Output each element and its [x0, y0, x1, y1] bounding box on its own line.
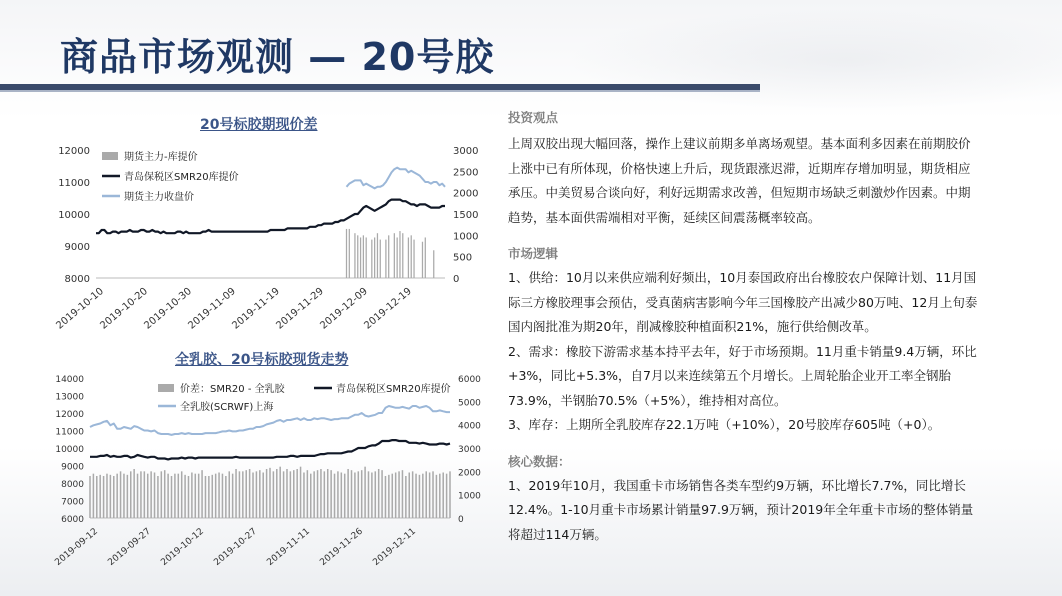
- legend-label: 全乳胶(SCRWF)上海: [180, 402, 274, 413]
- bar-31: [195, 474, 197, 518]
- y-right-tick-label: 3000: [453, 146, 479, 157]
- bar-59: [290, 471, 292, 518]
- legend-bar-swatch: [158, 384, 174, 392]
- x-tick-label: 2019-12-19: [362, 285, 414, 332]
- bar-77: [351, 470, 353, 518]
- bar-73: [337, 471, 339, 518]
- bar-69: [324, 471, 326, 518]
- bar-37: [215, 474, 217, 518]
- bar-95: [412, 471, 414, 518]
- y-left-tick-label: 12000: [58, 146, 90, 157]
- dark-series-line: [96, 200, 445, 234]
- bar-38: [218, 473, 220, 519]
- legend-label: 价差：SMR20 - 全乳胶: [180, 384, 285, 395]
- bar-44: [239, 471, 241, 518]
- bar-109: [402, 233, 403, 278]
- bar-67: [317, 470, 319, 518]
- y-left-tick-label: 9000: [61, 462, 84, 473]
- market-logic-inventory: 3、库存：上期所全乳胶库存22.1万吨（+10%），20号胶库存605吨（+0）。: [508, 417, 941, 432]
- bar-46: [245, 470, 247, 518]
- bar-105: [446, 474, 448, 518]
- y-right-tick-label: 1000: [458, 491, 481, 502]
- x-tick-label: 2019-11-19: [230, 285, 282, 332]
- bar-27: [181, 471, 183, 518]
- bar-55: [276, 469, 278, 518]
- bar-12: [130, 471, 132, 518]
- bar-1: [93, 474, 95, 518]
- y-left-tick-label: 10000: [58, 210, 90, 221]
- bar-42: [232, 474, 234, 518]
- bar-25: [174, 474, 176, 518]
- bar-72: [334, 474, 336, 518]
- bar-104: [388, 235, 389, 278]
- bar-106: [449, 471, 451, 518]
- market-logic-demand: 2、需求：橡胶下游需求基本持平去年，好于市场预期。11月重卡销量9.4万辆，环比+3%，同比+5.3%，自7月以来连续第五个月增长。上周轮胎企业开工率全钢胎73.9%，半钢胎70.5%（+5%），维持相对高位。: [508, 343, 977, 408]
- bar-79: [358, 471, 360, 518]
- legend-label: 期货主力-库提价: [124, 152, 198, 163]
- y-left-tick-label: 12000: [55, 410, 84, 420]
- bar-30: [191, 473, 193, 519]
- x-tick-label: 2019-11-09: [186, 285, 238, 332]
- bar-28: [184, 475, 186, 518]
- bar-14: [137, 474, 139, 518]
- bar-91: [398, 471, 400, 518]
- world-map-watermark: [520, 0, 1062, 120]
- bar-97: [419, 475, 421, 518]
- y-right-tick-label: 4000: [458, 421, 481, 432]
- bar-34: [205, 476, 207, 518]
- bar-113: [413, 240, 414, 278]
- bar-49: [256, 471, 258, 518]
- y-left-tick-label: 7000: [61, 497, 84, 508]
- bar-40: [225, 476, 227, 518]
- bar-93: [357, 235, 358, 278]
- bar-85: [378, 469, 380, 518]
- bar-41: [228, 471, 230, 518]
- y-right-tick-label: 5000: [458, 398, 481, 409]
- x-tick-label: 2019-12-11: [371, 526, 418, 568]
- y-left-tick-label: 9000: [64, 242, 90, 253]
- bar-75: [344, 474, 346, 518]
- bar-10: [123, 474, 125, 518]
- bar-50: [259, 470, 261, 518]
- bar-96: [366, 237, 367, 278]
- legend-label: 期货主力收盘价: [124, 192, 194, 203]
- bar-103: [385, 240, 386, 278]
- bar-88: [388, 475, 390, 518]
- x-tick-label: 2019-10-20: [98, 285, 150, 332]
- bar-76: [347, 469, 349, 518]
- bar-108: [399, 231, 400, 278]
- chart2-title: 全乳胶、20号标胶现货走势: [175, 352, 349, 368]
- bar-99: [425, 471, 427, 518]
- bar-65: [310, 474, 312, 518]
- bar-96: [415, 474, 417, 518]
- bar-68: [320, 469, 322, 518]
- bar-7: [113, 476, 115, 518]
- bar-17: [147, 474, 149, 518]
- bar-2: [96, 476, 98, 518]
- y-left-tick-label: 11000: [55, 427, 84, 438]
- bar-54: [273, 471, 275, 518]
- bar-90: [349, 229, 350, 278]
- dark-series-line: [90, 440, 450, 459]
- bar-117: [425, 237, 426, 278]
- legend-label: 青岛保税区SMR20库提价: [336, 384, 451, 395]
- bar-19: [154, 473, 156, 519]
- bar-51: [262, 473, 264, 519]
- bar-9: [120, 471, 122, 518]
- bar-103: [439, 474, 441, 518]
- bar-80: [361, 470, 363, 518]
- bar-101: [380, 240, 381, 278]
- x-tick-label: 2019-11-29: [274, 285, 326, 332]
- light-series-line: [347, 168, 446, 189]
- bar-84: [375, 471, 377, 518]
- bar-92: [402, 470, 404, 518]
- bar-104: [442, 473, 444, 519]
- bar-92: [354, 233, 355, 278]
- bar-70: [327, 469, 329, 518]
- x-tick-label: 2019-10-12: [159, 526, 206, 568]
- bar-47: [249, 469, 251, 518]
- investment-view-heading: 投资观点: [508, 110, 559, 125]
- chart1-svg: [40, 136, 500, 336]
- bar-4: [103, 476, 105, 518]
- y-left-tick-label: 10000: [55, 445, 84, 455]
- bar-93: [405, 476, 407, 518]
- bar-15: [140, 471, 142, 518]
- bar-21: [161, 471, 163, 518]
- y-right-tick-label: 1000: [453, 231, 479, 243]
- bar-83: [371, 473, 373, 519]
- market-logic-heading: 市场逻辑: [508, 246, 559, 261]
- y-right-tick-label: 2000: [453, 188, 479, 200]
- bar-95: [363, 235, 364, 278]
- bar-61: [296, 469, 298, 518]
- bar-0: [89, 476, 91, 518]
- bar-32: [198, 474, 200, 518]
- bar-71: [330, 470, 332, 518]
- bar-100: [429, 473, 431, 519]
- bar-66: [313, 471, 315, 518]
- core-data-body: 1、2019年10月，我国重卡市场销售各类车型约9万辆，环比增长7.7%，同比增长12.4%。1-10月重卡市场累计销量97.9万辆，预计2019年全年重卡市场的整体销量将超过114万辆。: [508, 477, 974, 542]
- y-left-tick-label: 13000: [55, 392, 84, 403]
- bar-29: [188, 476, 190, 518]
- bar-26: [178, 474, 180, 518]
- y-right-tick-label: 2500: [453, 167, 479, 179]
- bar-24: [171, 476, 173, 518]
- x-tick-label: 2019-09-12: [53, 526, 100, 568]
- bar-116: [422, 242, 423, 278]
- bar-78: [354, 473, 356, 519]
- x-tick-label: 2019-10-10: [54, 285, 106, 332]
- bar-3: [99, 475, 101, 518]
- bar-90: [395, 473, 397, 519]
- x-tick-label: 2019-11-11: [265, 526, 312, 568]
- bar-33: [201, 470, 203, 518]
- bar-81: [364, 467, 366, 518]
- chart2-svg: [40, 368, 500, 596]
- bar-11: [127, 475, 129, 518]
- bar-82: [368, 471, 370, 518]
- bar-13: [133, 469, 135, 518]
- y-left-tick-label: 14000: [55, 375, 84, 385]
- bar-107: [397, 237, 398, 278]
- bar-36: [212, 475, 214, 518]
- bar-6: [110, 475, 112, 518]
- bar-89: [346, 229, 347, 278]
- investment-view-body: 上周双胶出现大幅回落，操作上建议前期多单离场观望。基本面利多因素在前期胶价上涨中已有所体现，价格快速上升后，现货跟涨迟滞，近期库存增加明显，期货相应承压。中美贸易合谈向好，利好远期需求改善，但短期市场缺乏刺激炒作因素。中期趋势，基本面供需端相对平衡，延续区间震荡概率较高。: [508, 136, 971, 225]
- bar-112: [411, 235, 412, 278]
- bar-101: [432, 471, 434, 518]
- bar-100: [377, 233, 378, 278]
- y-right-tick-label: 3000: [458, 445, 481, 455]
- bar-57: [283, 471, 285, 518]
- x-tick-label: 2019-09-27: [106, 526, 153, 568]
- y-left-tick-label: 6000: [61, 515, 84, 525]
- analysis-panel: [508, 108, 978, 547]
- bar-35: [208, 476, 210, 518]
- bar-48: [252, 473, 254, 519]
- bar-22: [164, 470, 166, 518]
- x-tick-label: 2019-10-30: [142, 285, 194, 332]
- y-right-tick-label: 6000: [458, 375, 481, 385]
- bar-23: [167, 474, 169, 518]
- y-right-tick-label: 2000: [458, 468, 481, 479]
- chart1-title: 20号标胶期现价差: [200, 117, 318, 133]
- bar-53: [269, 468, 271, 518]
- bar-87: [385, 476, 387, 518]
- bar-89: [392, 474, 394, 518]
- bar-52: [266, 469, 268, 518]
- bar-120: [433, 250, 434, 278]
- y-right-tick-label: 500: [453, 252, 473, 264]
- bar-60: [293, 470, 295, 518]
- legend-label: 青岛保税区SMR20库提价: [124, 172, 239, 183]
- bar-111: [408, 237, 409, 278]
- title-underline-light: [0, 90, 760, 92]
- bar-64: [307, 470, 309, 518]
- core-data-heading: 核心数据：: [508, 453, 571, 469]
- bar-16: [144, 471, 146, 518]
- bar-74: [341, 473, 343, 519]
- y-left-tick-label: 8000: [61, 480, 84, 490]
- bar-94: [408, 473, 410, 519]
- bar-45: [242, 471, 244, 518]
- y-left-tick-label: 8000: [64, 274, 90, 285]
- y-left-tick-label: 11000: [58, 178, 90, 189]
- bar-18: [150, 471, 152, 518]
- page-title: 商品市场观测 — 20号胶: [60, 35, 495, 79]
- x-tick-label: 2019-10-27: [212, 526, 259, 568]
- y-right-tick-label: 0: [458, 515, 464, 525]
- y-right-tick-label: 1500: [453, 210, 479, 221]
- legend-bar-swatch: [102, 152, 118, 160]
- bar-98: [422, 474, 424, 518]
- bar-99: [374, 237, 375, 278]
- bar-5: [106, 474, 108, 518]
- bar-20: [157, 476, 159, 518]
- bar-39: [222, 474, 224, 518]
- bar-94: [360, 237, 361, 278]
- bar-8: [116, 474, 118, 518]
- bar-56: [279, 467, 281, 518]
- y-right-tick-label: 0: [453, 274, 460, 285]
- x-tick-label: 2019-11-26: [318, 526, 365, 568]
- bar-106: [394, 233, 395, 278]
- market-logic-supply: 1、供给：10月以来供应端利好频出，10月泰国政府出台橡胶农户保障计划、11月国际三方橡胶理事会预估，受真菌病害影响今年三国橡胶产出减少80万吨、12月上旬泰国内阁批准为期20年，削减橡胶种植面积21%，施行供给侧改革。: [508, 270, 978, 334]
- bar-58: [286, 469, 288, 518]
- x-tick-label: 2019-12-09: [318, 285, 370, 332]
- bar-43: [235, 469, 237, 518]
- bar-102: [436, 475, 438, 518]
- bar-63: [303, 473, 305, 519]
- bar-98: [371, 240, 372, 278]
- bar-86: [381, 470, 383, 518]
- bar-62: [300, 467, 302, 518]
